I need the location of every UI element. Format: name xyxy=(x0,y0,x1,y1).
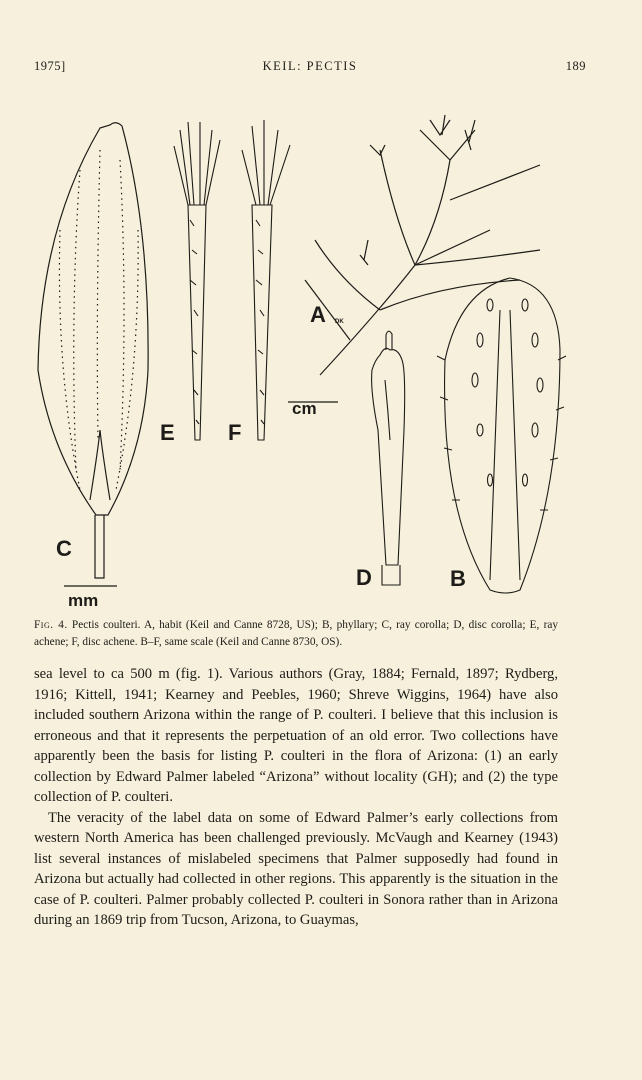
ray-corolla-drawing xyxy=(38,123,148,586)
disc-achene-drawing xyxy=(242,120,290,440)
scale-mm: mm xyxy=(68,591,99,610)
disc-corolla-drawing xyxy=(372,331,405,585)
figure-number: Fig. 4. xyxy=(34,619,68,631)
label-b: B xyxy=(450,566,466,591)
label-e: E xyxy=(160,420,175,445)
label-f: F xyxy=(228,420,242,445)
page-number: 189 xyxy=(565,59,586,73)
phyllary-drawing xyxy=(437,278,566,593)
ray-achene-drawing xyxy=(174,122,220,440)
body-text xyxy=(34,664,558,931)
scale-cm: cm xyxy=(292,399,317,418)
paragraph-1: sea level to ca 500 m (fig. 1). Various authors (Gray, 1884; Fernald, 1897; Rydberg, 1916; Kittell, 1941; Kearney and Peebles, 1960; Shreve Wiggins, 1964) have also included southern Arizona within the range of P. coulteri. I believe that this inclusion is erroneous and that it represents the perpetuation of an old error. Two collections have apparently been the basis for listing P. coulteri in the flora of Arizona: (1) an early collection by Edward Palmer labeled “Arizona” without locality (GH); and (2) the type collection of P. coulteri. xyxy=(34,666,558,805)
label-c: C xyxy=(56,536,72,561)
running-title: KEIL: PECTIS xyxy=(262,59,358,73)
year-volume: 1975] xyxy=(34,59,66,73)
label-d: D xyxy=(356,565,372,590)
botanical-figure xyxy=(20,110,580,610)
artist-initials: DK xyxy=(335,319,344,325)
caption-text: Pectis coulteri. A, habit (Keil and Canne 8728, US); B, phyllary; C, ray corolla; D, disc corolla; E, ray achene; F, disc achene. B–F, same scale (Keil and Canne 8730, OS). xyxy=(34,619,558,648)
figure-caption xyxy=(34,617,558,651)
paragraph-2: The veracity of the label data on some of Edward Palmer’s early collections from western North America has been challenged previously. McVaugh and Kearney (1943) list several instances of mislabeled specimens that Palmer supposedly had found in Arizona but actually had collected in other regions. This apparently is the situation in the case of P. coulteri. Palmer probably collected P. coulteri in Sonora rather than in Arizona during an 1869 trip from Tucson, Arizona, to Guaymas, xyxy=(34,809,558,928)
label-a: A xyxy=(310,302,326,327)
habit-drawing xyxy=(288,115,540,402)
